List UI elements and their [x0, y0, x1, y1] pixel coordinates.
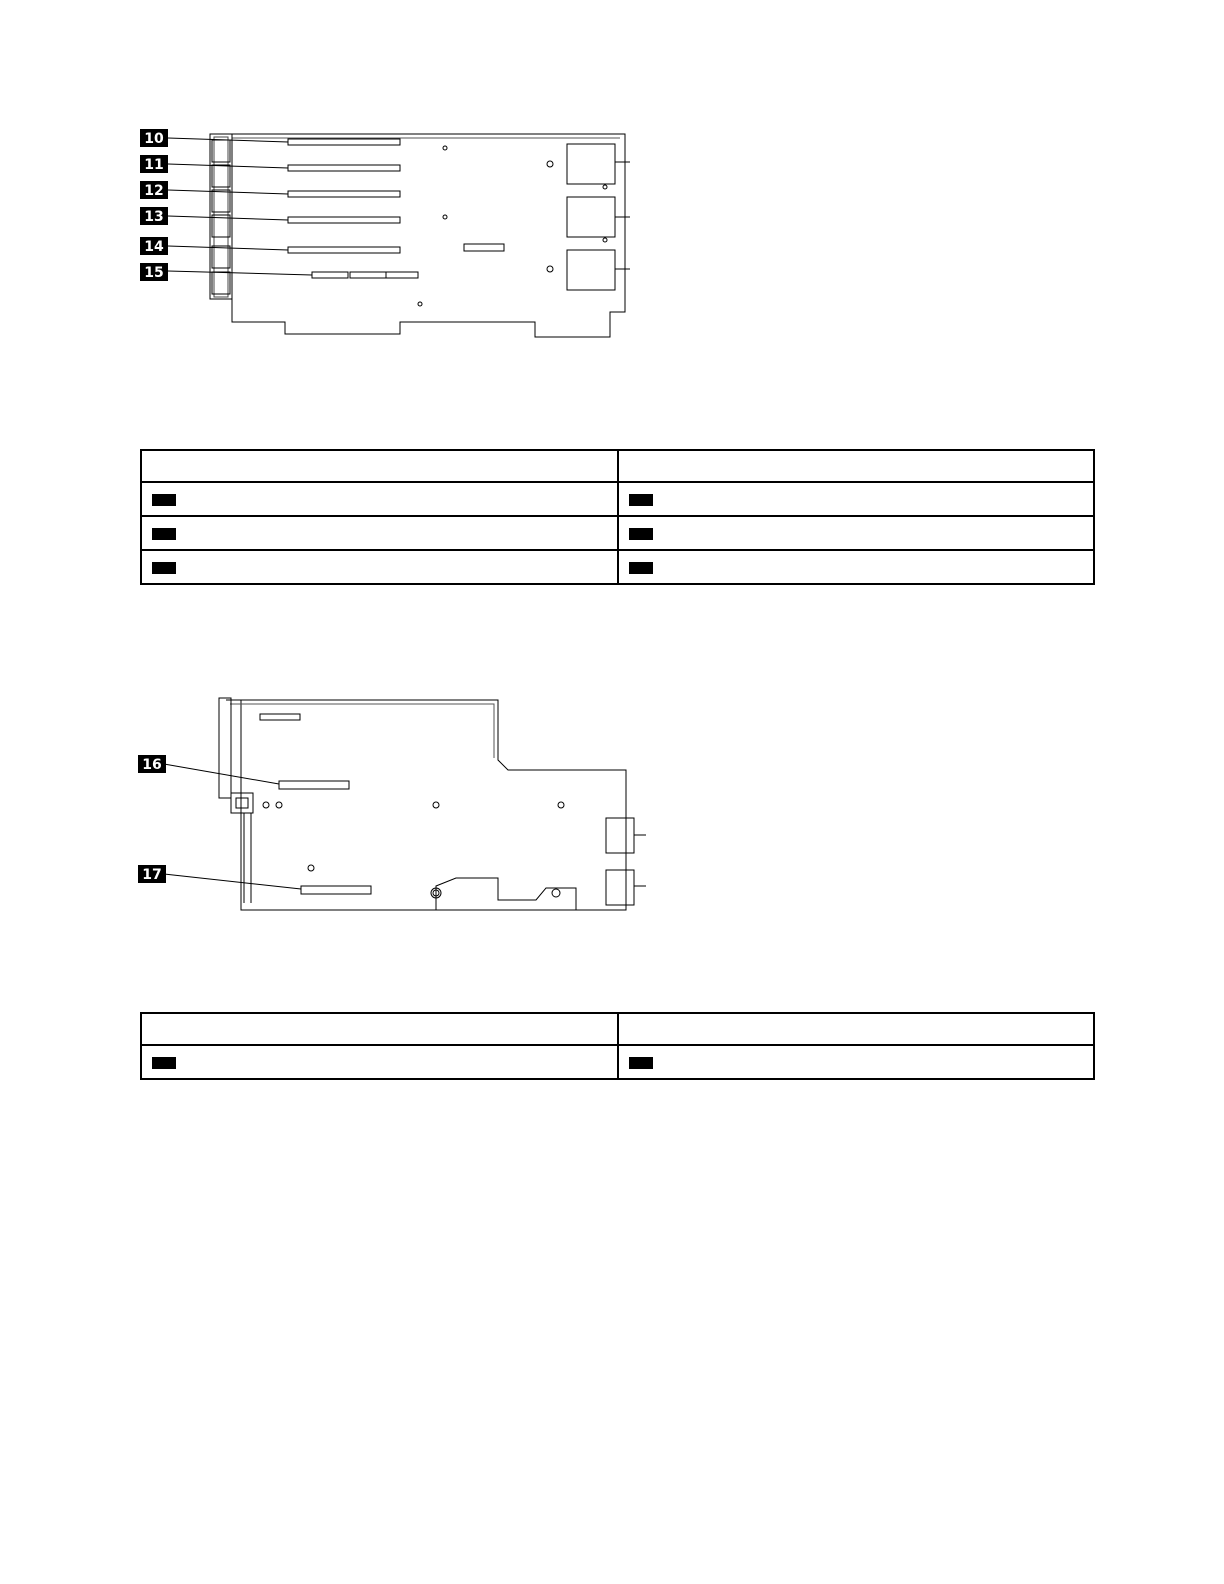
- callout-17: [138, 865, 166, 883]
- table-header-cell: [141, 1013, 618, 1045]
- riser-card-diagram-bottom: [136, 688, 652, 914]
- table-cell: [618, 1045, 1095, 1079]
- table-cell: [618, 550, 1095, 584]
- table-row: [141, 550, 1094, 584]
- callout-key-marker: [629, 528, 653, 540]
- svg-text:13: 13: [144, 209, 164, 225]
- callout-10: [140, 129, 168, 147]
- svg-text:12: 12: [144, 183, 164, 199]
- callout-key-marker: [629, 494, 653, 506]
- callout-13: [140, 207, 168, 225]
- callout-key-marker: [152, 494, 176, 506]
- table-cell: [618, 516, 1095, 550]
- callout-11: [140, 155, 168, 173]
- callout-key-marker: [152, 528, 176, 540]
- table-header-cell: [141, 450, 618, 482]
- riser-2-legend-table: [140, 1012, 1095, 1080]
- callout-key-marker: [152, 562, 176, 574]
- table-header-row: [141, 1013, 1094, 1045]
- callout-15: [140, 263, 168, 281]
- table-header-cell: [618, 1013, 1095, 1045]
- svg-text:14: 14: [144, 239, 164, 255]
- table-header-cell: [618, 450, 1095, 482]
- table-row: [141, 1045, 1094, 1079]
- table-cell: [141, 1045, 618, 1079]
- callout-12: [140, 181, 168, 199]
- table-row: [141, 516, 1094, 550]
- callout-key-marker: [629, 1057, 653, 1069]
- svg-text:16: 16: [142, 757, 162, 773]
- callout-14: [140, 237, 168, 255]
- svg-text:10: 10: [144, 131, 164, 147]
- table-header-row: [141, 450, 1094, 482]
- table-cell: [618, 482, 1095, 516]
- callout-16: [138, 755, 166, 773]
- table-cell: [141, 482, 618, 516]
- table-cell: [141, 516, 618, 550]
- svg-text:15: 15: [144, 265, 164, 281]
- riser-card-diagram-top: [140, 122, 640, 350]
- riser-1-legend-table: [140, 449, 1095, 585]
- callout-key-marker: [629, 562, 653, 574]
- table-row: [141, 482, 1094, 516]
- svg-text:11: 11: [144, 157, 164, 173]
- callout-key-marker: [152, 1057, 176, 1069]
- table-cell: [141, 550, 618, 584]
- svg-text:17: 17: [142, 867, 162, 883]
